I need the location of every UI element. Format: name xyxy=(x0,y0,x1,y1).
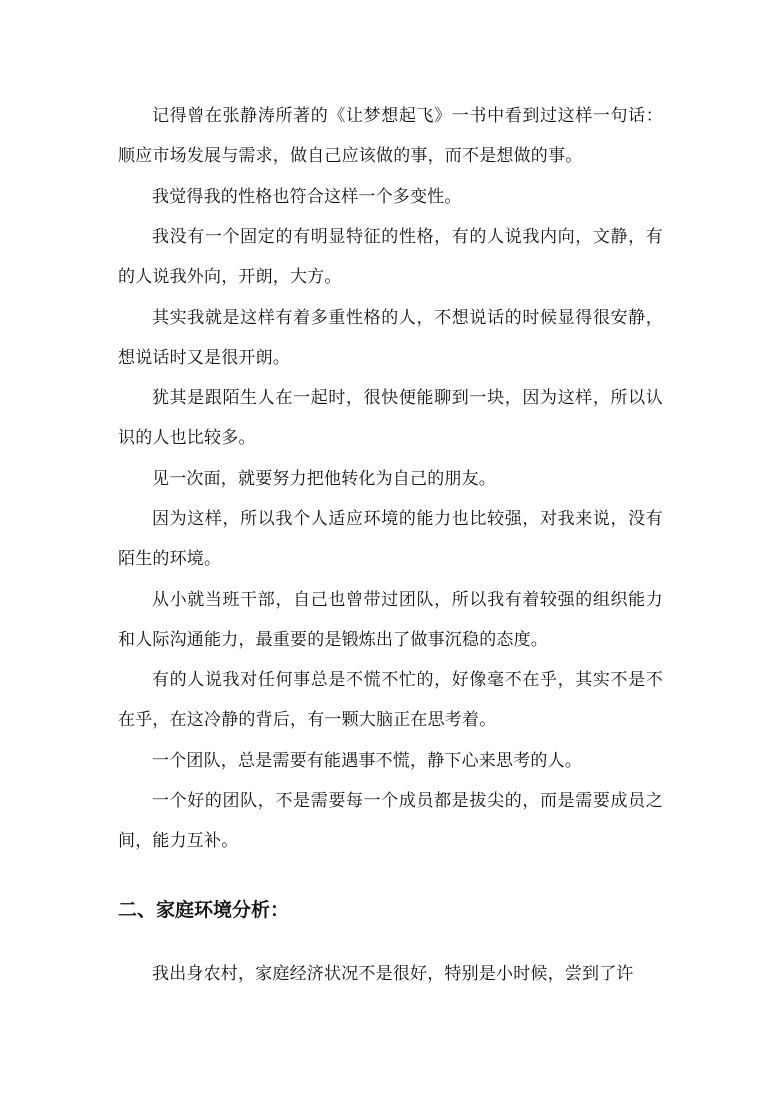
paragraph-4: 其实我就是这样有着多重性格的人，不想说话的时候显得很安静，想说话时又是很开朗。 xyxy=(118,308,663,368)
paragraph-9: 有的人说我对任何事总是不慌不忙的，好像毫不在乎，其实不是不在乎，在这冷静的背后，有一颗大脑正在思考着。 xyxy=(118,670,663,730)
paragraph-2: 我觉得我的性格也符合这样一个多变性。 xyxy=(152,187,462,207)
paragraph-8: 从小就当班干部，自己也曾带过团队，所以我有着较强的组织能力和人际沟通能力，最重要的是锻炼出了做事沉稳的态度。 xyxy=(118,590,663,650)
paragraph-7: 因为这样，所以我个人适应环境的能力也比较强，对我来说，没有陌生的环境。 xyxy=(118,509,663,569)
paragraph-10: 一个团队，总是需要有能遇事不慌，静下心来思考的人。 xyxy=(152,751,582,771)
paragraph-6: 见一次面，就要努力把他转化为自己的朋友。 xyxy=(152,469,496,489)
paragraph-3: 我没有一个固定的有明显特征的性格，有的人说我内向，文静，有的人说我外向，开朗，大方。 xyxy=(118,227,663,287)
paragraph-1: 记得曾在张静涛所著的《让梦想起飞》一书中看到过这样一句话：顺应市场发展与需求，做自己应该做的事，而不是想做的事。 xyxy=(118,106,663,166)
paragraph-11: 一个好的团队，不是需要每一个成员都是拔尖的，而是需要成员之间，能力互补。 xyxy=(118,791,663,851)
paragraph-5: 犹其是跟陌生人在一起时，很快便能聊到一块，因为这样，所以认识的人也比较多。 xyxy=(118,388,663,448)
section-heading: 二、家庭环境分析： xyxy=(118,899,290,921)
section-paragraph: 我出身农村，家庭经济状况不是很好，特别是小时候，尝到了许 xyxy=(152,964,634,984)
